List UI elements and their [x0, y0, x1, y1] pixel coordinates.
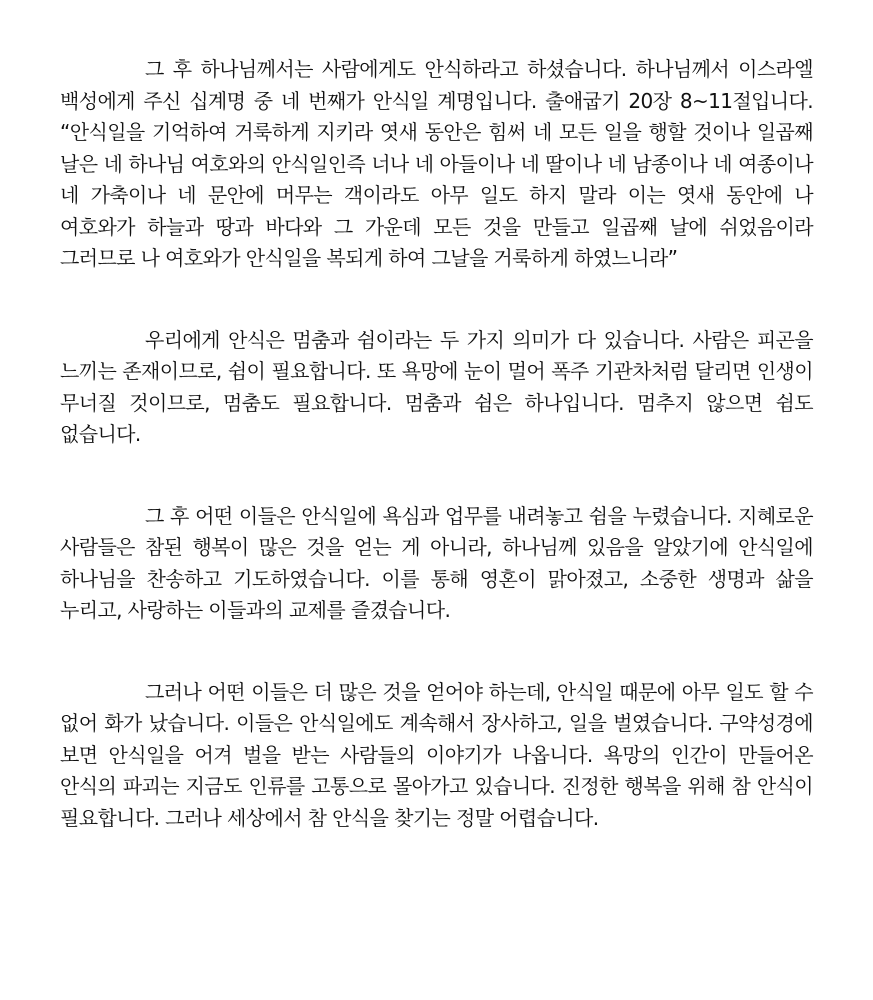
paragraph-1: 그 후 하나님께서는 사람에게도 안식하라고 하셨습니다. 하나님께서 이스라엘 백성에게 주신 십계명 중 네 번째가 안식일 계명입니다. 출애굽기 20장 8~11절입니다. “안식일을 기억하여 거룩하게 지키라 엿새 동안은 힘써 네 모든 일을 행할 것이나 일곱째 날은 네 하나님 여호와의 안식일인즉 너나 네 아들이나 네 딸이나 네 남종이나 네 여종이나 네 가축이나 네 문안에 머무는 객이라도 아무 일도 하지 말라 이는 엿새 동안에 나 여호와가 하늘과 땅과 바다와 그 가운데 모든 것을 만들고 일곱째 날에 쉬었음이라 그러므로 나 여호와가 안식일을 복되게 하여 그날을 거룩하게 하였느니라” — [60, 57, 813, 270]
paragraph-4: 그러나 어떤 이들은 더 많은 것을 얻어야 하는데, 안식일 때문에 아무 일도 할 수 없어 화가 났습니다. 이들은 안식일에도 계속해서 장사하고, 일을 벌였습니다. 구약성경에 보면 안식일을 어겨 벌을 받는 사람들의 이야기가 나옵니다. 욕망의 인간이 만들어온 안식의 파괴는 지금도 인류를 고통으로 몰아가고 있습니다. 진정한 행복을 위해 참 안식이 필요합니다. 그러나 세상에서 참 안식을 찾기는 정말 어렵습니다. — [60, 679, 813, 830]
paragraph-2: 우리에게 안식은 멈춤과 쉼이라는 두 가지 의미가 다 있습니다. 사람은 피곤을 느끼는 존재이므로, 쉼이 필요합니다. 또 욕망에 눈이 멀어 폭주 기관차처럼 달리면 인생이 무너질 것이므로, 멈춤도 필요합니다. 멈춤과 쉼은 하나입니다. 멈추지 않으면 쉼도 없습니다. — [60, 327, 813, 446]
document-body — [60, 54, 813, 834]
paragraph-3: 그 후 어떤 이들은 안식일에 욕심과 업무를 내려놓고 쉼을 누렸습니다. 지혜로운 사람들은 참된 행복이 많은 것을 얻는 게 아니라, 하나님께 있음을 알았기에 안식일에 하나님을 찬송하고 기도하였습니다. 이를 통해 영혼이 맑아졌고, 소중한 생명과 삶을 누리고, 사랑하는 이들과의 교제를 즐겼습니다. — [60, 503, 813, 622]
